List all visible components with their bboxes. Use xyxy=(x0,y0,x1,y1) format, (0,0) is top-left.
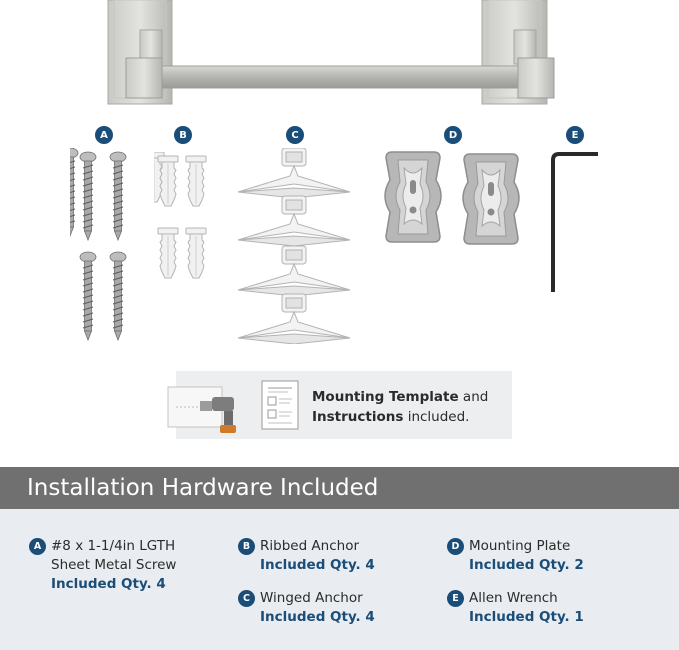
item-b-badge: B xyxy=(238,538,255,555)
item-c-badge: C xyxy=(238,590,255,607)
ribbed-anchors-image xyxy=(154,152,214,296)
screws-image xyxy=(70,148,140,344)
installation-banner xyxy=(0,467,679,509)
hardware-item-b: B Ribbed Anchor Included Qty. 4 xyxy=(260,537,375,575)
part-b-badge: B xyxy=(174,126,192,144)
drill-icon xyxy=(164,379,248,435)
part-d-badge: D xyxy=(444,126,462,144)
part-e-badge: E xyxy=(566,126,584,144)
part-c-badge: C xyxy=(286,126,304,144)
instructions-icon xyxy=(260,379,302,433)
template-caption: Mounting Template and Instructions included. xyxy=(312,389,489,425)
winged-anchors-image xyxy=(234,148,354,344)
mounting-template-box xyxy=(176,371,512,439)
towel-bar-image xyxy=(0,0,679,110)
banner-title: Installation Hardware Included xyxy=(27,475,379,501)
item-e-badge: E xyxy=(447,590,464,607)
hardware-item-a: A #8 x 1-1/4in LGTH Sheet Metal Screw Included Qty. 4 xyxy=(51,537,176,594)
item-d-badge: D xyxy=(447,538,464,555)
item-a-badge: A xyxy=(29,538,46,555)
part-a-badge: A xyxy=(95,126,113,144)
hardware-list-panel xyxy=(0,509,679,650)
allen-wrench-image xyxy=(546,150,606,296)
hardware-item-d: D Mounting Plate Included Qty. 2 xyxy=(469,537,584,575)
mounting-plates-image xyxy=(380,150,530,246)
hardware-item-c: C Winged Anchor Included Qty. 4 xyxy=(260,589,375,627)
hardware-item-e: E Allen Wrench Included Qty. 1 xyxy=(469,589,584,627)
